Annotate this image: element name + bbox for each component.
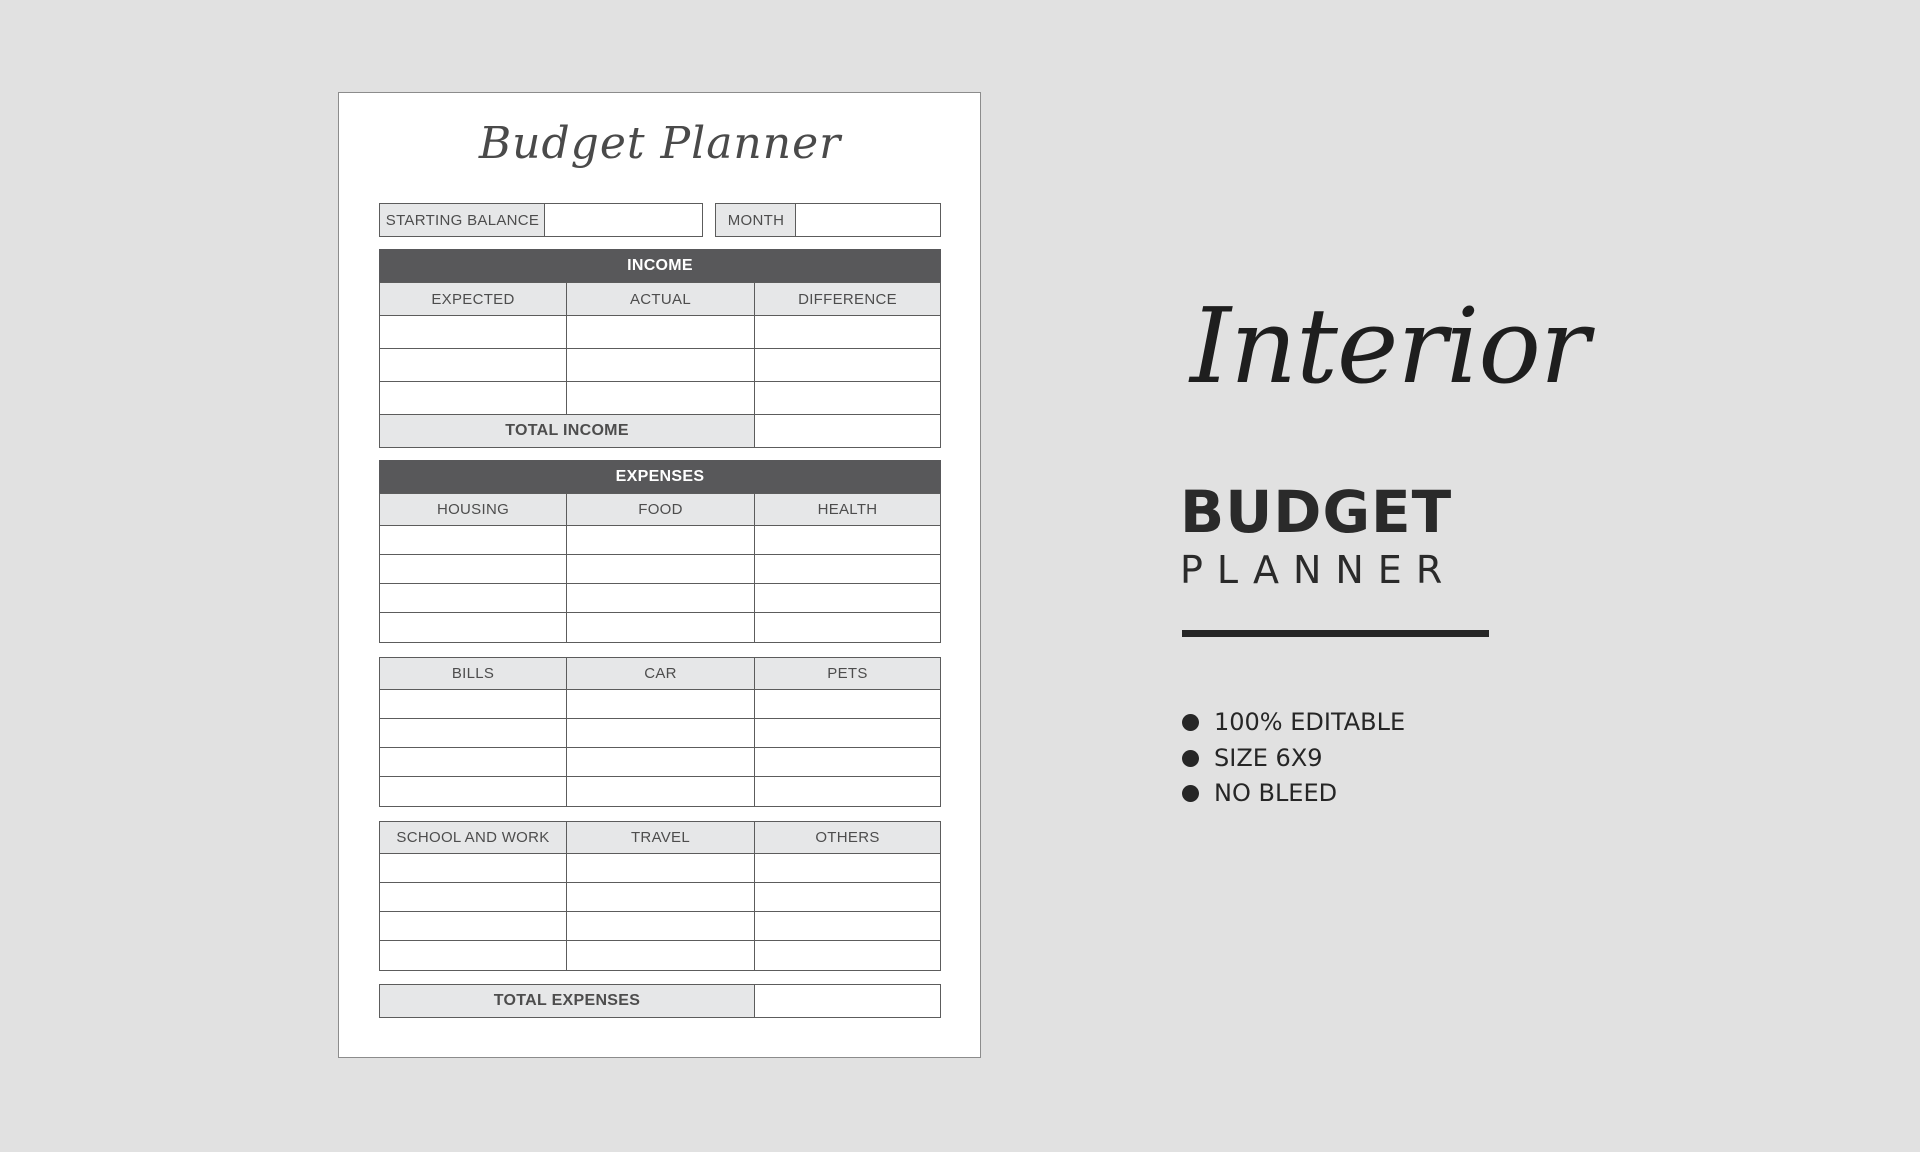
expense-cell[interactable] <box>754 583 941 613</box>
expense-cell[interactable] <box>566 747 755 777</box>
feature-item <box>1182 744 1323 772</box>
expense-cell[interactable] <box>754 747 941 777</box>
starting-balance-field[interactable] <box>544 203 703 237</box>
expense-cell[interactable] <box>754 612 941 643</box>
total-expenses-label: TOTAL EXPENSES <box>379 984 755 1018</box>
expense-cell[interactable] <box>379 776 567 807</box>
bullet-icon <box>1182 714 1199 731</box>
expense-col-others: OTHERS <box>754 821 941 854</box>
starting-balance-label: STARTING BALANCE <box>379 203 546 237</box>
expense-cell[interactable] <box>566 853 755 883</box>
expense-col-travel: TRAVEL <box>566 821 755 854</box>
expense-cell[interactable] <box>566 882 755 912</box>
expense-cell[interactable] <box>379 612 567 643</box>
expense-col-school-and-work: SCHOOL AND WORK <box>379 821 567 854</box>
expense-cell[interactable] <box>566 583 755 613</box>
expense-cell[interactable] <box>379 525 567 555</box>
expense-cell[interactable] <box>379 718 567 748</box>
income-col-difference: DIFFERENCE <box>754 282 941 316</box>
income-cell[interactable] <box>754 348 941 382</box>
income-cell[interactable] <box>379 381 567 415</box>
month-label: MONTH <box>715 203 797 237</box>
expense-cell[interactable] <box>379 940 567 971</box>
expense-cell[interactable] <box>379 882 567 912</box>
month-field[interactable] <box>795 203 941 237</box>
income-col-actual: ACTUAL <box>566 282 755 316</box>
expense-cell[interactable] <box>379 554 567 584</box>
feature-label: 100% EDITABLE <box>1214 708 1406 736</box>
income-cell[interactable] <box>379 348 567 382</box>
income-cell[interactable] <box>379 315 567 349</box>
promo-divider <box>1182 630 1489 637</box>
expense-col-food: FOOD <box>566 493 755 526</box>
expense-cell[interactable] <box>566 940 755 971</box>
expense-cell[interactable] <box>754 718 941 748</box>
expense-cell[interactable] <box>379 747 567 777</box>
promo-script-title: Interior <box>1190 285 1589 407</box>
expense-cell[interactable] <box>566 554 755 584</box>
expense-col-pets: PETS <box>754 657 941 690</box>
expense-cell[interactable] <box>379 689 567 719</box>
expense-col-bills: BILLS <box>379 657 567 690</box>
income-cell[interactable] <box>566 315 755 349</box>
income-cell[interactable] <box>754 381 941 415</box>
income-col-expected: EXPECTED <box>379 282 567 316</box>
expense-col-car: CAR <box>566 657 755 690</box>
expense-cell[interactable] <box>754 882 941 912</box>
expense-cell[interactable] <box>566 911 755 941</box>
expense-cell[interactable] <box>566 689 755 719</box>
expense-cell[interactable] <box>754 525 941 555</box>
expense-cell[interactable] <box>754 940 941 971</box>
expense-cell[interactable] <box>754 853 941 883</box>
total-expenses-field[interactable] <box>754 984 941 1018</box>
feature-label: SIZE 6X9 <box>1214 744 1323 772</box>
expense-cell[interactable] <box>754 554 941 584</box>
expense-cell[interactable] <box>566 612 755 643</box>
feature-label: NO BLEED <box>1214 779 1338 807</box>
expense-cell[interactable] <box>754 689 941 719</box>
expenses-heading: EXPENSES <box>379 460 941 494</box>
expense-cell[interactable] <box>379 583 567 613</box>
feature-item <box>1182 708 1405 736</box>
expense-cell[interactable] <box>566 776 755 807</box>
income-cell[interactable] <box>754 315 941 349</box>
bullet-icon <box>1182 750 1199 767</box>
expense-cell[interactable] <box>566 718 755 748</box>
planner-title: Budget Planner <box>478 118 842 169</box>
expense-cell[interactable] <box>754 776 941 807</box>
bullet-icon <box>1182 785 1199 802</box>
promo-title-sub: PLANNER <box>1180 548 1457 592</box>
income-cell[interactable] <box>566 348 755 382</box>
expense-cell[interactable] <box>566 525 755 555</box>
total-income-label: TOTAL INCOME <box>379 414 755 448</box>
expense-col-housing: HOUSING <box>379 493 567 526</box>
expense-cell[interactable] <box>379 911 567 941</box>
income-cell[interactable] <box>566 381 755 415</box>
promo-title-main: BUDGET <box>1180 478 1453 546</box>
expense-cell[interactable] <box>379 853 567 883</box>
total-income-field[interactable] <box>754 414 941 448</box>
expense-cell[interactable] <box>754 911 941 941</box>
income-heading: INCOME <box>379 249 941 283</box>
expense-col-health: HEALTH <box>754 493 941 526</box>
feature-item <box>1182 779 1337 807</box>
